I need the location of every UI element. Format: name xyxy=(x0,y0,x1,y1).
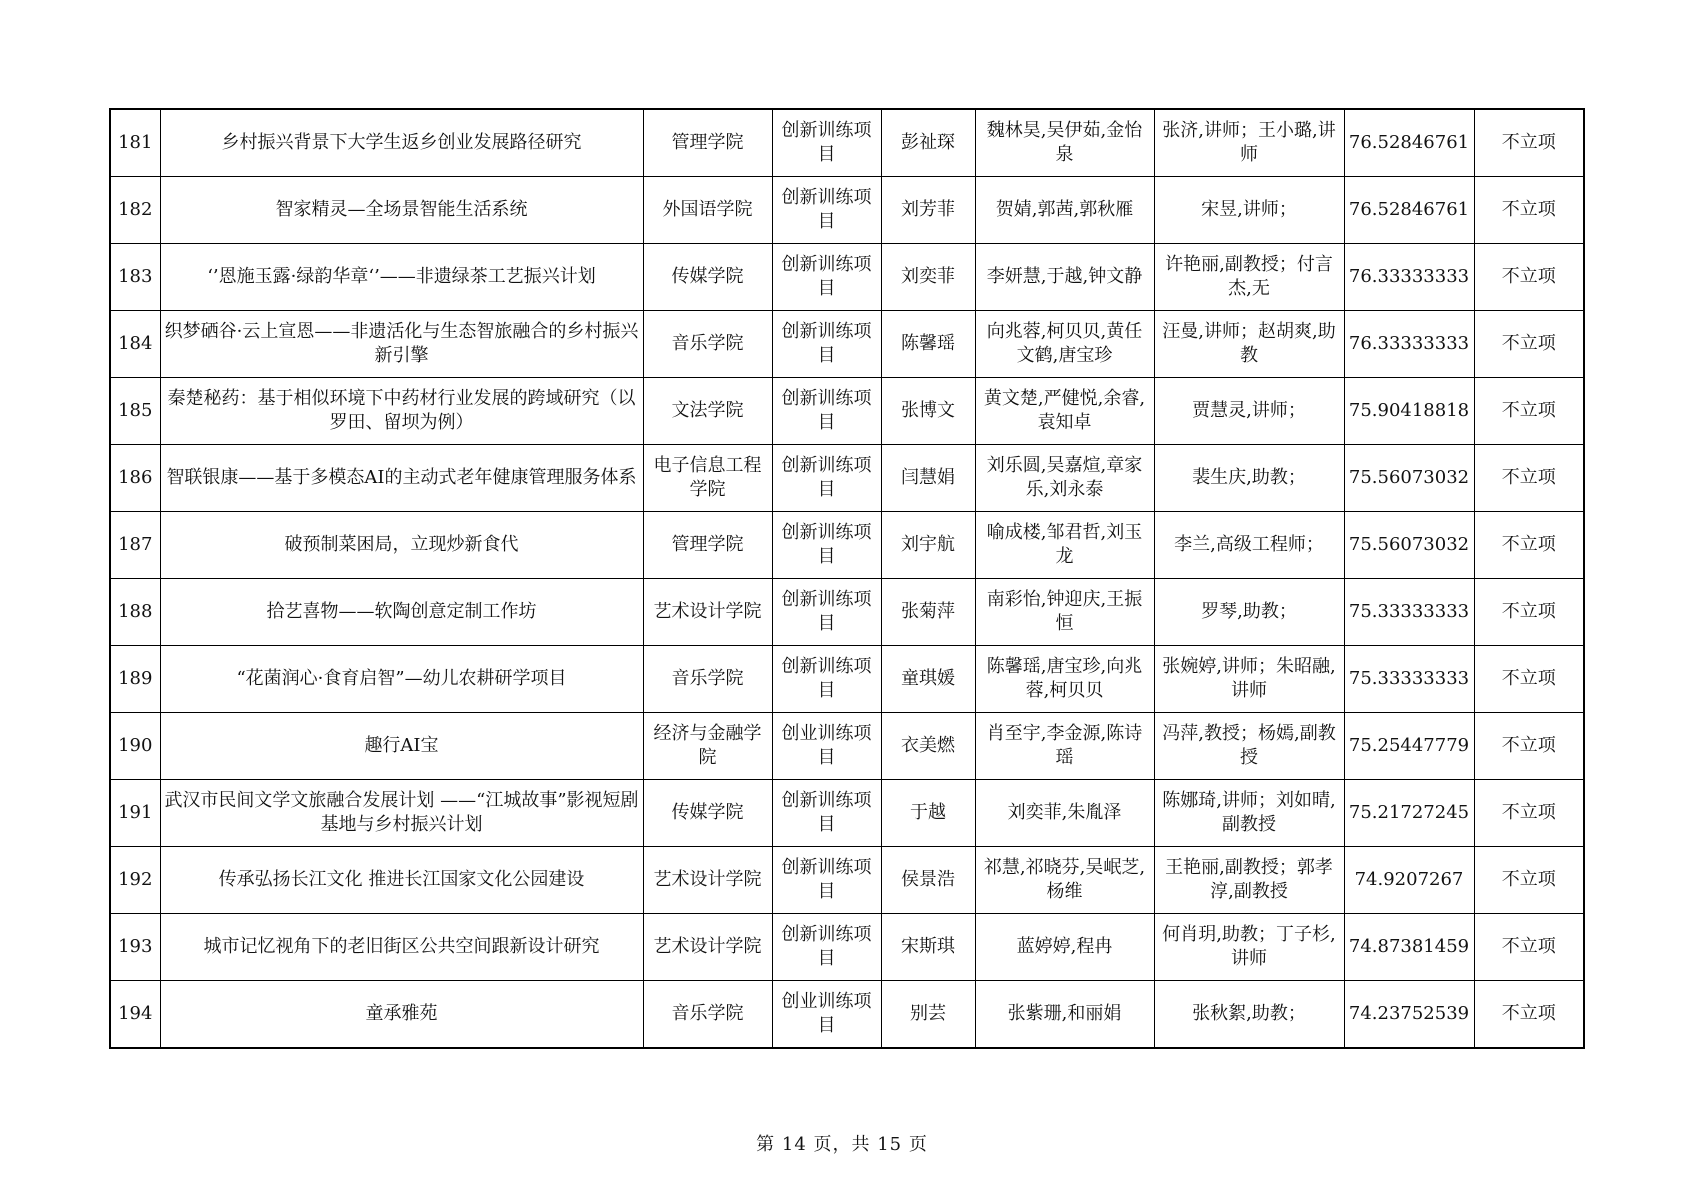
project-name-cell: 智家精灵—全场景智能生活系统 xyxy=(160,177,643,244)
table-row xyxy=(110,311,1584,378)
project-type-cell: 创新训练项目 xyxy=(772,109,881,177)
college-cell: 艺术设计学院 xyxy=(643,914,772,981)
project-leader-cell: 陈馨瑶 xyxy=(881,311,975,378)
project-name-cell: 童承雅苑 xyxy=(160,981,643,1049)
result-status-cell: 不立项 xyxy=(1474,579,1584,646)
project-name-cell: 织梦硒谷·云上宣恩——非遗活化与生态智旅融合的乡村振兴新引擎 xyxy=(160,311,643,378)
college-cell: 电子信息工程学院 xyxy=(643,445,772,512)
table-row xyxy=(110,780,1584,847)
advisor-cell: 张婉婷,讲师；朱昭融,讲师 xyxy=(1154,646,1344,713)
project-name-cell: 破预制菜困局，立现炒新食代 xyxy=(160,512,643,579)
score-cell: 76.52846761 xyxy=(1344,177,1474,244)
score-cell: 74.87381459 xyxy=(1344,914,1474,981)
result-status-cell: 不立项 xyxy=(1474,512,1584,579)
team-members-cell: 黄文楚,严健悦,余睿,袁知卓 xyxy=(975,378,1154,445)
advisor-cell: 裴生庆,助教； xyxy=(1154,445,1344,512)
score-cell: 75.33333333 xyxy=(1344,646,1474,713)
project-type-cell: 创新训练项目 xyxy=(772,445,881,512)
result-status-cell: 不立项 xyxy=(1474,713,1584,780)
table-row xyxy=(110,445,1584,512)
team-members-cell: 陈馨瑶,唐宝珍,向兆蓉,柯贝贝 xyxy=(975,646,1154,713)
team-members-cell: 刘乐圆,吴嘉煊,章家乐,刘永泰 xyxy=(975,445,1154,512)
result-status-cell: 不立项 xyxy=(1474,244,1584,311)
team-members-cell: 魏林昊,吴伊茹,金怡泉 xyxy=(975,109,1154,177)
project-leader-cell: 于越 xyxy=(881,780,975,847)
score-cell: 75.90418818 xyxy=(1344,378,1474,445)
college-cell: 音乐学院 xyxy=(643,981,772,1049)
score-cell: 74.9207267 xyxy=(1344,847,1474,914)
row-number-cell: 189 xyxy=(110,646,160,713)
advisor-cell: 张秋絮,助教； xyxy=(1154,981,1344,1049)
table-row xyxy=(110,646,1584,713)
score-cell: 76.33333333 xyxy=(1344,311,1474,378)
row-number-cell: 183 xyxy=(110,244,160,311)
project-type-cell: 创新训练项目 xyxy=(772,646,881,713)
result-status-cell: 不立项 xyxy=(1474,177,1584,244)
project-type-cell: 创新训练项目 xyxy=(772,780,881,847)
result-status-cell: 不立项 xyxy=(1474,109,1584,177)
project-leader-cell: 刘芳菲 xyxy=(881,177,975,244)
project-name-cell: 秦楚秘药：基于相似环境下中药材行业发展的跨域研究（以罗田、留坝为例） xyxy=(160,378,643,445)
table-row xyxy=(110,981,1584,1049)
project-name-cell: 传承弘扬长江文化 推进长江国家文化公园建设 xyxy=(160,847,643,914)
page-footer: 第 14 页，共 15 页 xyxy=(756,1134,928,1155)
college-cell: 音乐学院 xyxy=(643,646,772,713)
team-members-cell: 喻成楼,邹君哲,刘玉龙 xyxy=(975,512,1154,579)
table-row xyxy=(110,177,1584,244)
team-members-cell: 南彩怡,钟迎庆,王振恒 xyxy=(975,579,1154,646)
college-cell: 管理学院 xyxy=(643,512,772,579)
advisor-cell: 冯萍,教授；杨嫣,副教授 xyxy=(1154,713,1344,780)
row-number-cell: 192 xyxy=(110,847,160,914)
score-cell: 75.33333333 xyxy=(1344,579,1474,646)
project-leader-cell: 闫慧娟 xyxy=(881,445,975,512)
advisor-cell: 何肖玥,助教；丁子杉,讲师 xyxy=(1154,914,1344,981)
project-leader-cell: 衣美燃 xyxy=(881,713,975,780)
result-status-cell: 不立项 xyxy=(1474,311,1584,378)
result-status-cell: 不立项 xyxy=(1474,780,1584,847)
advisor-cell: 张济,讲师；王小璐,讲师 xyxy=(1154,109,1344,177)
table-row xyxy=(110,512,1584,579)
result-status-cell: 不立项 xyxy=(1474,378,1584,445)
row-number-cell: 182 xyxy=(110,177,160,244)
score-cell: 75.21727245 xyxy=(1344,780,1474,847)
score-cell: 75.56073032 xyxy=(1344,445,1474,512)
college-cell: 外国语学院 xyxy=(643,177,772,244)
college-cell: 传媒学院 xyxy=(643,780,772,847)
project-type-cell: 创新训练项目 xyxy=(772,177,881,244)
project-leader-cell: 彭祉琛 xyxy=(881,109,975,177)
project-type-cell: 创业训练项目 xyxy=(772,713,881,780)
table-row xyxy=(110,244,1584,311)
row-number-cell: 194 xyxy=(110,981,160,1049)
project-leader-cell: 侯景浩 xyxy=(881,847,975,914)
college-cell: 经济与金融学院 xyxy=(643,713,772,780)
result-status-cell: 不立项 xyxy=(1474,981,1584,1049)
project-leader-cell: 刘奕菲 xyxy=(881,244,975,311)
project-name-cell: 武汉市民间文学文旅融合发展计划 ——“江城故事”影视短剧基地与乡村振兴计划 xyxy=(160,780,643,847)
table-row xyxy=(110,914,1584,981)
table-body xyxy=(110,109,1584,1048)
team-members-cell: 祁慧,祁晓芬,吴岷芝,杨维 xyxy=(975,847,1154,914)
advisor-cell: 贾慧灵,讲师； xyxy=(1154,378,1344,445)
project-name-cell: 乡村振兴背景下大学生返乡创业发展路径研究 xyxy=(160,109,643,177)
project-name-cell: 城市记忆视角下的老旧街区公共空间跟新设计研究 xyxy=(160,914,643,981)
college-cell: 艺术设计学院 xyxy=(643,579,772,646)
table-row xyxy=(110,847,1584,914)
project-type-cell: 创新训练项目 xyxy=(772,914,881,981)
project-name-cell: 智联银康——基于多模态AI的主动式老年健康管理服务体系 xyxy=(160,445,643,512)
project-name-cell: 趣行AI宝 xyxy=(160,713,643,780)
advisor-cell: 陈娜琦,讲师；刘如晴,副教授 xyxy=(1154,780,1344,847)
advisor-cell: 李兰,高级工程师； xyxy=(1154,512,1344,579)
table-row xyxy=(110,109,1584,177)
score-cell: 76.52846761 xyxy=(1344,109,1474,177)
project-type-cell: 创新训练项目 xyxy=(772,847,881,914)
project-type-cell: 创新训练项目 xyxy=(772,244,881,311)
score-cell: 75.25447779 xyxy=(1344,713,1474,780)
college-cell: 艺术设计学院 xyxy=(643,847,772,914)
advisor-cell: 王艳丽,副教授；郭孝淳,副教授 xyxy=(1154,847,1344,914)
project-leader-cell: 宋斯琪 xyxy=(881,914,975,981)
project-name-cell: 拾艺喜物——软陶创意定制工作坊 xyxy=(160,579,643,646)
team-members-cell: 肖至宇,李金源,陈诗瑶 xyxy=(975,713,1154,780)
team-members-cell: 刘奕菲,朱胤泽 xyxy=(975,780,1154,847)
project-type-cell: 创新训练项目 xyxy=(772,512,881,579)
row-number-cell: 187 xyxy=(110,512,160,579)
college-cell: 文法学院 xyxy=(643,378,772,445)
team-members-cell: 蓝婷婷,程冉 xyxy=(975,914,1154,981)
row-number-cell: 190 xyxy=(110,713,160,780)
project-leader-cell: 张博文 xyxy=(881,378,975,445)
team-members-cell: 贺婧,郭茜,郭秋雁 xyxy=(975,177,1154,244)
row-number-cell: 191 xyxy=(110,780,160,847)
result-status-cell: 不立项 xyxy=(1474,914,1584,981)
row-number-cell: 181 xyxy=(110,109,160,177)
project-leader-cell: 刘宇航 xyxy=(881,512,975,579)
project-type-cell: 创新训练项目 xyxy=(772,378,881,445)
score-cell: 74.23752539 xyxy=(1344,981,1474,1049)
project-name-cell: ‘’恩施玉露·绿韵华章‘’——非遗绿茶工艺振兴计划 xyxy=(160,244,643,311)
project-type-cell: 创业训练项目 xyxy=(772,981,881,1049)
row-number-cell: 186 xyxy=(110,445,160,512)
score-cell: 75.56073032 xyxy=(1344,512,1474,579)
project-leader-cell: 别芸 xyxy=(881,981,975,1049)
row-number-cell: 188 xyxy=(110,579,160,646)
project-results-table xyxy=(109,108,1585,1049)
advisor-cell: 许艳丽,副教授；付言杰,无 xyxy=(1154,244,1344,311)
result-status-cell: 不立项 xyxy=(1474,646,1584,713)
project-leader-cell: 张菊萍 xyxy=(881,579,975,646)
project-name-cell: “花菌润心·食育启智”—幼儿农耕研学项目 xyxy=(160,646,643,713)
advisor-cell: 宋昱,讲师； xyxy=(1154,177,1344,244)
row-number-cell: 185 xyxy=(110,378,160,445)
table-row xyxy=(110,579,1584,646)
result-status-cell: 不立项 xyxy=(1474,847,1584,914)
result-status-cell: 不立项 xyxy=(1474,445,1584,512)
project-leader-cell: 童琪媛 xyxy=(881,646,975,713)
table-row xyxy=(110,713,1584,780)
team-members-cell: 向兆蓉,柯贝贝,黄任文鹤,唐宝珍 xyxy=(975,311,1154,378)
team-members-cell: 张紫珊,和丽娟 xyxy=(975,981,1154,1049)
score-cell: 76.33333333 xyxy=(1344,244,1474,311)
team-members-cell: 李妍慧,于越,钟文静 xyxy=(975,244,1154,311)
row-number-cell: 193 xyxy=(110,914,160,981)
project-type-cell: 创新训练项目 xyxy=(772,579,881,646)
advisor-cell: 罗琴,助教； xyxy=(1154,579,1344,646)
college-cell: 管理学院 xyxy=(643,109,772,177)
advisor-cell: 汪曼,讲师；赵胡爽,助教 xyxy=(1154,311,1344,378)
project-type-cell: 创新训练项目 xyxy=(772,311,881,378)
table-row xyxy=(110,378,1584,445)
college-cell: 传媒学院 xyxy=(643,244,772,311)
row-number-cell: 184 xyxy=(110,311,160,378)
college-cell: 音乐学院 xyxy=(643,311,772,378)
